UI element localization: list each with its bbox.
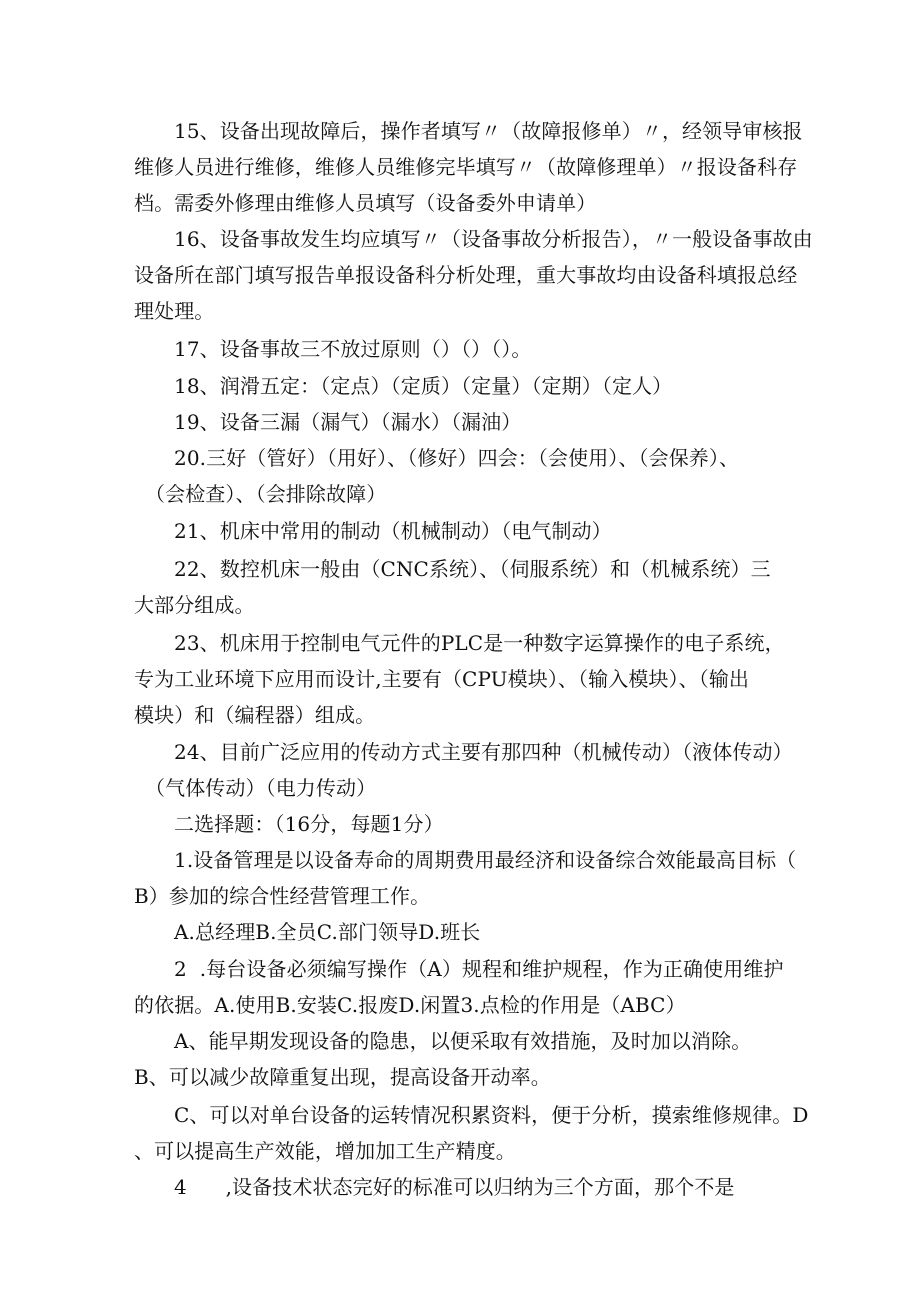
paragraph-line: B、可以减少故障重复出现，提高设备开动率。 [134,1065,551,1089]
paragraph-line: 23、机床用于控制电气元件的PLC是一种数字运算操作的电子系统， [174,631,785,655]
paragraph-line: 、可以提高生产效能，增加加工生产精度。 [134,1139,516,1163]
paragraph-line: 2 .每台设备必须编写操作（A）规程和维护规程，作为正确使用维护 [174,957,784,981]
paragraph-line: 维修人员进行维修，维修人员维修完毕填写〃（故障修理单）〃报设备科存 [134,155,798,179]
paragraph-line: 24、目前广泛应用的传动方式主要有那四种（机械传动）（液体传动） [174,740,793,764]
paragraph-line: 档。需委外修理由维修人员填写（设备委外申请单） [134,191,597,215]
paragraph-line: 的依据。A.使用B.安装C.报废D.闲置3.点检的作用是（ABC） [134,993,686,1017]
paragraph-line: （会检查）、（会排除故障） [145,482,387,506]
paragraph-line: 22、数控机床一般由（CNC系统）、（伺服系统）和（机械系统）三 [174,557,771,581]
paragraph-line: 理处理。 [134,299,215,323]
paragraph-line: 19、设备三漏（漏气）（漏水）（漏油） [174,410,522,434]
paragraph-line: 设备所在部门填写报告单报设备科分析处理，重大事故均由设备科填报总经 [134,263,798,287]
paragraph-line: 模块）和（编程器）组成。 [134,703,376,727]
paragraph-line: B）参加的综合性经营管理工作。 [134,884,431,908]
paragraph-line: 16、设备事故发生均应填写〃（设备事故分析报告），〃一般设备事故由 [174,227,813,251]
paragraph-line: 1.设备管理是以设备寿命的周期费用最经济和设备综合效能最高目标（ [174,848,797,872]
paragraph-line: （气体传动）（电力传动） [145,776,377,800]
paragraph-line: 15、设备出现故障后，操作者填写〃（故障报修单）〃，经领导审核报 [174,119,803,143]
paragraph-line: 专为工业环境下应用而设计,主要有（CPU模块）、（输入模块）、（输出 [134,667,750,691]
paragraph-line: C、可以对单台设备的运转情况积累资料，便于分析，摸索维修规律。D [174,1103,809,1127]
paragraph-line: 21、机床中常用的制动（机械制动）（电气制动） [174,519,612,543]
paragraph-line: 大部分组成。 [134,593,255,617]
section-heading: 二选择题：（16分，每题1分） [174,812,444,836]
paragraph-line: 17、设备事故三不放过原则（）（）（）。 [174,337,532,361]
paragraph-line: A、能早期发现设备的隐患，以便采取有效措施，及时加以消除。 [174,1029,752,1053]
paragraph-line: 4 ,设备技术状态完好的标准可以归纳为三个方面，那个不是 [174,1175,735,1199]
paragraph-line: 18、润滑五定：（定点）（定质）（定量）（定期）（定人） [174,374,673,398]
paragraph-line: 20.三好（管好）（用好）、（修好）四会：（会使用）、（会保养）、 [174,446,740,470]
paragraph-line: A.总经理B.全员C.部门领导D.班长 [174,920,481,944]
